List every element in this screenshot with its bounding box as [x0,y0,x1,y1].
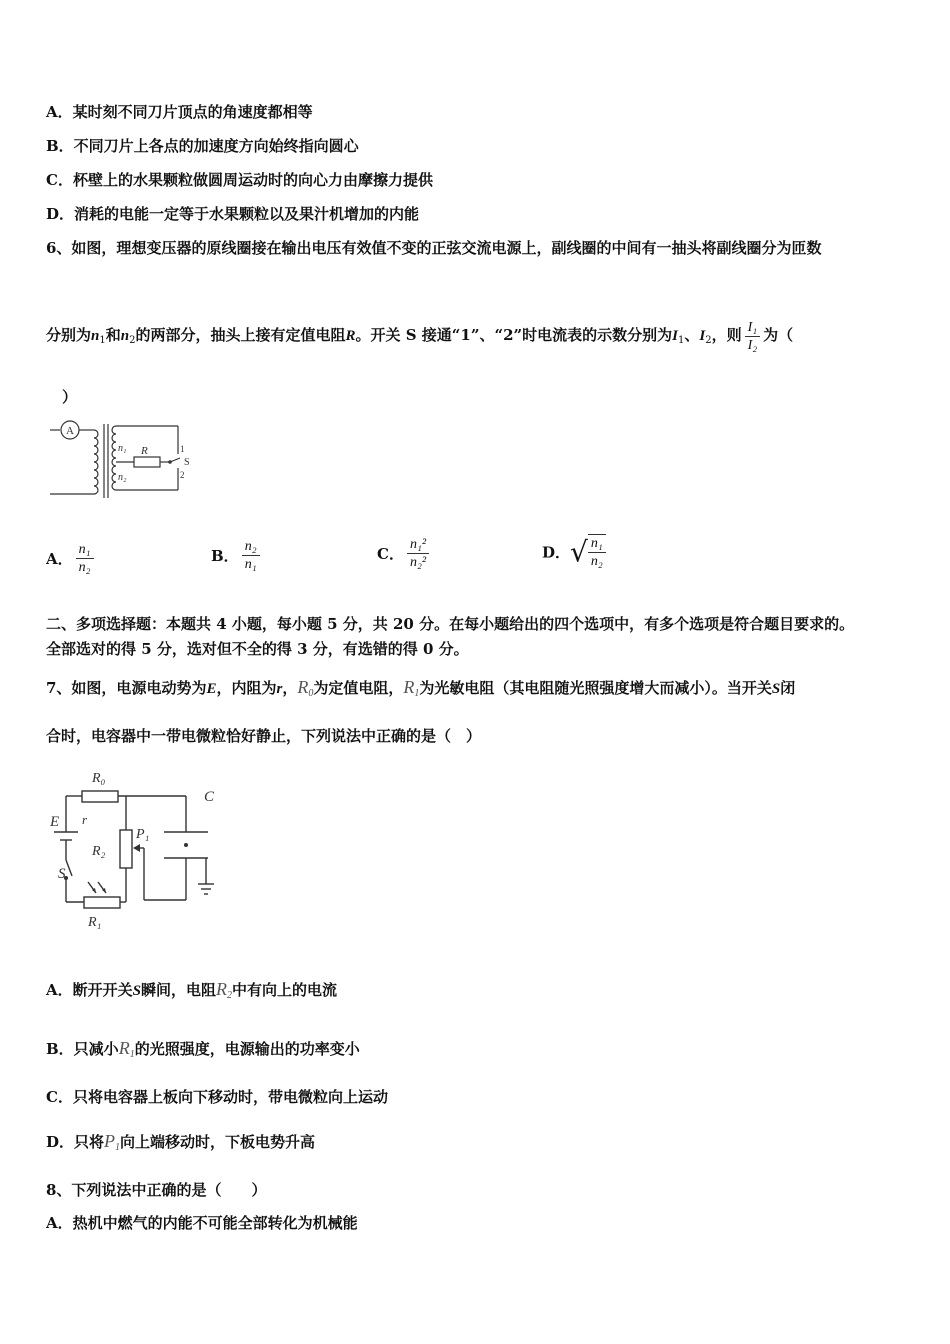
var-n1-sub: 1 [99,335,106,346]
fraction-I1-I2 [745,319,761,354]
ammeter-label: A [66,425,74,437]
q7-stem-line1 [46,674,795,707]
fraction-numerator: n₁ [76,541,94,559]
q7-option-text: 瞬间，电阻 [140,981,216,999]
q7-option-text: 的光照强度，电源输出的功率变小 [134,1040,360,1058]
q6-option-a [46,541,97,576]
option-label: A． [46,550,73,568]
var-R: R [345,328,356,344]
q7-option-text: B．只减小 [46,1040,119,1058]
symbol-R1-main: R [118,1038,130,1058]
q6-option-b [211,538,263,573]
fraction-numerator: n₁² [407,536,429,554]
var-n2-sub: 2 [129,335,136,346]
q6-text: 为（ [763,326,794,344]
symbol-P1 [104,1131,120,1151]
q7-text: ， [282,679,298,697]
var-S: S [771,681,781,697]
fraction-numerator: I₁ [745,319,761,337]
sqrt-sign: √ [570,535,588,569]
section2-heading-line2: 全部选对的得 5 分，选对但不全的得 3 分，有选错的得 0 分。 [46,640,469,658]
symbol-R1-sub: 1 [129,1049,135,1060]
coil-n2-label: n₂ [118,472,127,483]
var-E: E [206,681,217,697]
var-n2: n [120,328,130,344]
q6-text: 分别为 [46,326,92,344]
fraction-denominator: n₂ [78,560,91,575]
var-S: S [132,983,141,999]
symbol-R0 [297,677,313,697]
option-label: D． [542,543,571,562]
q6-option-c [377,536,432,571]
capacitor-circuit-diagram [46,760,226,935]
q6-text: 的两部分，抽头上接有定值电阻 [135,326,346,344]
q7-text: 为定值电阻， [313,679,404,697]
q6-text: 。开关 S 接通“1”、“2”时电流表的示数分别为 [355,326,673,344]
symbol-R2 [216,979,232,999]
q7-option-text: 向上端移动时，下板电势升高 [120,1133,316,1151]
q7-stem-line2: 合时，电容器中一带电微粒恰好静止，下列说法中正确的是（ ） [46,727,482,745]
q6-stem-line2 [46,318,793,358]
q6-option-d [542,534,609,570]
q7-text: 7、如图，电源电动势为 [46,679,207,697]
label-R2: R₂ [92,844,106,859]
q6-text: 和 [105,326,121,344]
q7-option-text: D．只将 [46,1133,105,1151]
q8-stem: 8、下列说法中正确的是（ ） [46,1181,267,1199]
q5-option-a: A．某时刻不同刀片顶点的角速度都相等 [46,103,313,121]
q7-option-c: C．只将电容器上板向下移动时，带电微粒向上运动 [46,1088,388,1106]
switch-S-label: S [184,457,190,468]
symbol-R1-sub: 1 [414,688,420,699]
symbol-R2-sub: 2 [227,990,232,1001]
symbol-P1-main: P [104,1131,116,1151]
symbol-R1 [119,1038,135,1058]
symbol-R0-sub: 0 [308,688,314,699]
coil-n1-label: n₁ [118,443,127,454]
q6-text: 、 [684,326,700,344]
var-I1: I [672,328,679,344]
q7-text: 为光敏电阻（其电阻随光照强度增大而减小）。当开关 [419,679,772,697]
q6-close-paren: ） [62,388,78,406]
fraction-denominator: n₁ [244,557,257,572]
label-C: C [204,789,215,805]
q5-option-d: D．消耗的电能一定等于水果颗粒以及果汁机增加的内能 [46,205,420,223]
var-I1-sub: 1 [678,335,685,346]
terminal-1-label: 1 [180,444,185,454]
q7-option-text: 中有向上的电流 [232,981,338,999]
fraction-numerator: n₁ [588,535,606,553]
q6-stem-line1: 6、如图，理想变压器的原线圈接在输出电压有效值不变的正弦交流电源上，副线圈的中间有一抽头将副线圈分为匝数 [46,239,822,257]
q7-option-b [46,1031,360,1072]
transformer-circuit-diagram [46,414,206,504]
q5-option-b: B．不同刀片上各点的加速度方向始终指向圆心 [46,137,359,155]
option-fraction [407,536,429,571]
symbol-R1 [403,677,419,697]
label-S: S [58,866,66,882]
label-R0: R₀ [92,771,106,786]
q7-text: ，内阻为 [216,679,277,697]
resistor-R-label: R [141,445,148,457]
symbol-R1-main: R [403,677,415,697]
var-I2-sub: 2 [705,335,712,346]
option-fraction [242,538,260,573]
option-label: B． [211,547,239,565]
label-P1: P₁ [136,827,150,842]
fraction-denominator: n₂ [590,554,603,569]
option-fraction [76,541,94,576]
option-label: C． [377,545,404,563]
q7-option-d [46,1124,315,1165]
terminal-2-label: 2 [180,470,185,480]
symbol-R2-main: R [216,979,227,999]
q7-text: 闭 [780,679,796,697]
label-E: E [50,814,60,830]
q5-option-c: C．杯壁上的水果颗粒做圆周运动时的向心力由摩擦力提供 [46,171,433,189]
q7-option-a [46,972,337,1013]
q8-option-a: A．热机中燃气的内能不可能全部转化为机械能 [46,1214,358,1232]
section2-heading-line1: 二、多项选择题：本题共 4 小题，每小题 5 分，共 20 分。在每小题给出的四个选项中，有多个选项是符合题目要求的。 [46,615,855,633]
q6-text: ，则 [711,326,742,344]
var-I2: I [699,328,706,344]
q7-option-text: A．断开开关 [46,981,133,999]
symbol-R0-main: R [297,677,309,697]
option-fraction [588,534,606,570]
fraction-numerator: n₂ [242,538,260,556]
fraction-denominator: n₂² [409,555,427,570]
var-n1: n [91,328,100,344]
var-r: r [276,681,283,697]
label-r: r [82,812,88,827]
label-R1: R₁ [88,915,102,930]
symbol-P1-sub: 1 [115,1142,121,1153]
fraction-denominator: I₂ [747,337,758,353]
